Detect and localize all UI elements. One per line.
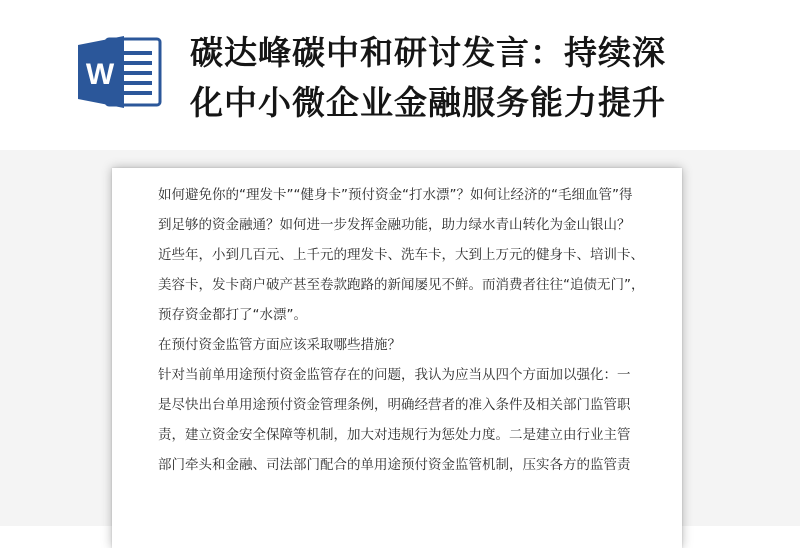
text-line: 责，建立资金安全保障等机制，加大对违规行为惩处力度。二是建立由行业主管 [158, 427, 631, 443]
document-body [158, 180, 658, 480]
text-line: 美容卡，发卡商户破产甚至卷款跑路的新闻屡见不鲜。而消费者往往“追债无门”， [158, 277, 645, 293]
text-line: 部门牵头和金融、司法部门配合的单用途预付资金监管机制，压实各方的监管责 [158, 457, 631, 473]
text-line: 针对当前单用途预付资金监管存在的问题，我认为应当从四个方面加以强化：一 [158, 367, 631, 383]
text-line: 到足够的资金融通？如何进一步发挥金融功能，助力绿水青山转化为金山银山？ [158, 217, 631, 233]
text-line: 如何避免你的“理发卡”“健身卡”预付资金“打水漂”？如何让经济的“毛细血管”得 [158, 187, 633, 203]
text-line: 是尽快出台单用途预付资金管理条例，明确经营者的准入条件及相关部门监管职 [158, 397, 631, 413]
header [0, 0, 800, 150]
word-document-icon [76, 33, 164, 111]
text-line: 在预付资金监管方面应该采取哪些措施？ [158, 337, 401, 353]
text-line: 预存资金都打了“水漂”。 [158, 307, 307, 323]
document-page [112, 168, 682, 548]
word-icon-letter: W [85, 58, 115, 91]
text-line: 近些年，小到几百元、上千元的理发卡、洗车卡，大到上万元的健身卡、培训卡、 [158, 247, 644, 263]
title-line-1: 碳达峰碳中和研讨发言：持续深 [190, 33, 666, 72]
title-line-2: 化中小微企业金融服务能力提升 [190, 83, 666, 122]
page-title [190, 28, 790, 128]
